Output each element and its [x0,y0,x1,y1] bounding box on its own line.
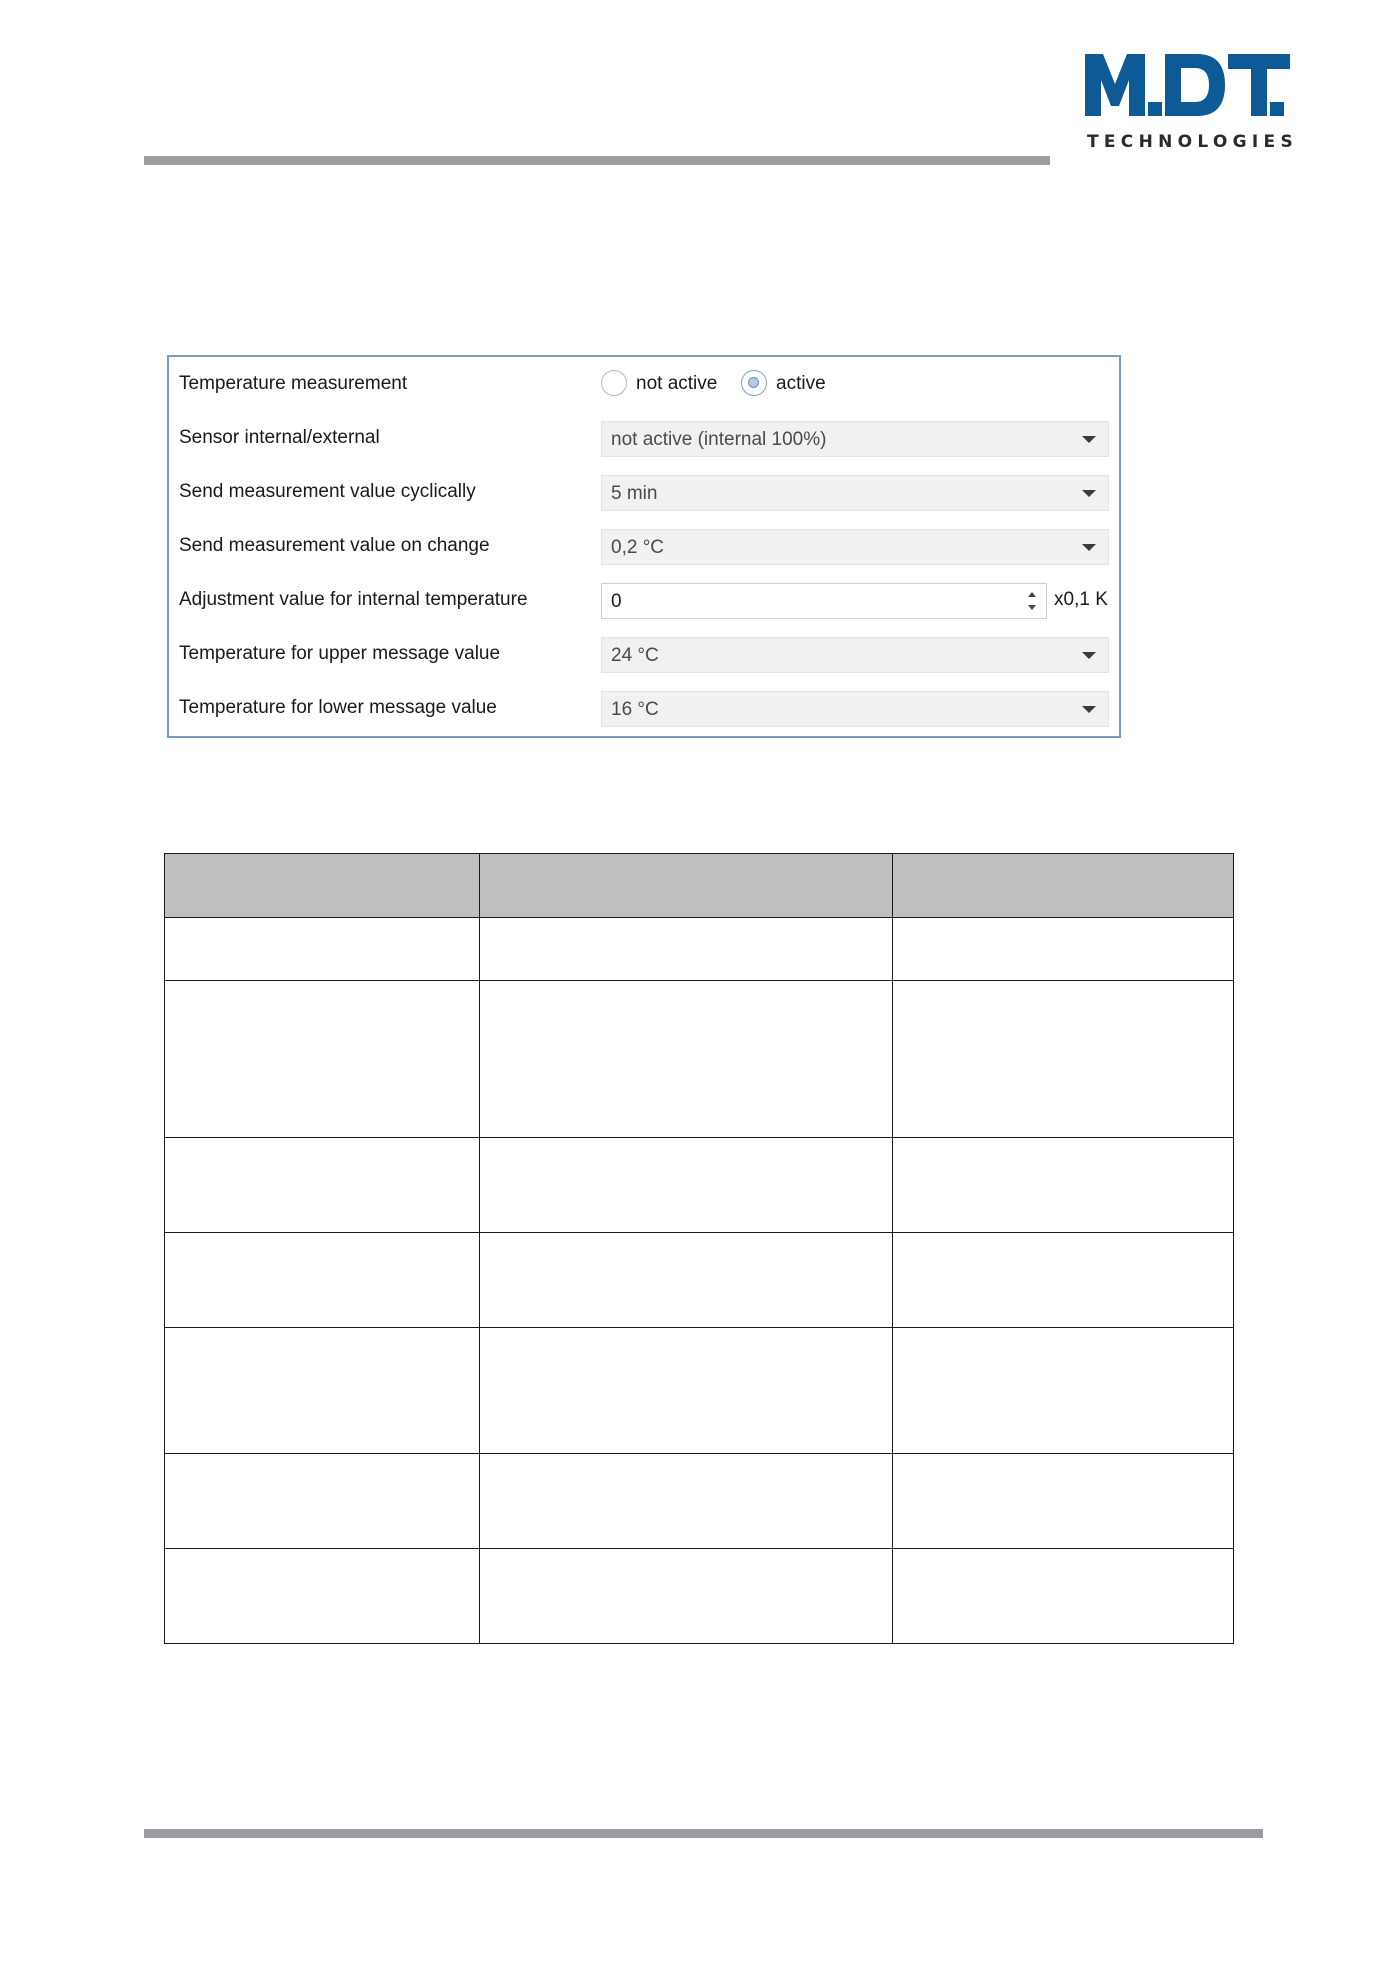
table-row [165,1233,1234,1328]
table-cell [165,1328,480,1454]
table-cell [893,981,1234,1138]
chevron-down-icon [1082,436,1096,443]
table-cell [893,1454,1234,1549]
row-lower-message-value [169,681,1119,735]
table-header-cell [893,854,1234,918]
chevron-down-icon [1082,544,1096,551]
spin-down-icon[interactable] [1028,605,1036,610]
table-row [165,1138,1234,1233]
spin-up-icon[interactable] [1028,592,1036,597]
label-upper-message-value: Temperature for upper message value [179,643,501,664]
table-cell [893,1138,1234,1233]
table-cell [480,918,893,981]
row-upper-message-value [169,627,1119,681]
table-cell [165,1233,480,1328]
table-cell [165,1454,480,1549]
table-row [165,918,1234,981]
radio-active[interactable] [741,370,767,396]
dropdown-value: 0,2 °C [611,537,665,558]
table-header-cell [165,854,480,918]
row-temperature-measurement [169,357,1119,411]
table-cell [893,1549,1234,1644]
header-rule [144,156,1050,165]
temperature-settings-panel [167,355,1121,738]
footer-rule [144,1829,1263,1838]
table-header-cell [480,854,893,918]
table-cell [480,1454,893,1549]
table-row [165,981,1234,1138]
label-temperature-measurement: Temperature measurement [179,373,408,394]
adjustment-unit: x0,1 K [1054,589,1108,610]
table-cell [165,918,480,981]
table-cell [480,981,893,1138]
radio-active-label[interactable]: active [776,373,826,394]
label-sensor-internal-external: Sensor internal/external [179,427,380,448]
label-lower-message-value: Temperature for lower message value [179,697,497,718]
radio-not-active-label[interactable]: not active [636,373,718,394]
row-sensor-internal-external [169,411,1119,465]
chevron-down-icon [1082,490,1096,497]
sensor-internal-external-dropdown[interactable] [601,421,1109,457]
send-cyclically-dropdown[interactable] [601,475,1109,511]
table-cell [480,1138,893,1233]
table-cell [165,1549,480,1644]
table-header-row [165,854,1234,918]
row-adjustment-value [169,573,1119,627]
label-adjustment-value: Adjustment value for internal temperature [179,589,528,610]
dropdown-value: 24 °C [611,645,659,666]
table-cell [165,981,480,1138]
mdt-logo-mark [1085,50,1290,122]
label-send-cyclically: Send measurement value cyclically [179,481,476,502]
dropdown-value: not active (internal 100%) [611,429,827,450]
lower-message-value-dropdown[interactable] [601,691,1109,727]
chevron-down-icon [1082,706,1096,713]
label-send-on-change: Send measurement value on change [179,535,490,556]
table-row [165,1454,1234,1549]
table-cell [480,1549,893,1644]
parameter-table [164,853,1234,1644]
logo-tagline: TECHNOLOGIES [1087,132,1299,152]
table-cell [893,1328,1234,1454]
dropdown-value: 5 min [611,483,658,504]
row-send-cyclically [169,465,1119,519]
table-row [165,1549,1234,1644]
table-row [165,1328,1234,1454]
row-send-on-change [169,519,1119,573]
upper-message-value-dropdown[interactable] [601,637,1109,673]
mdt-logo [1085,50,1299,160]
table-cell [165,1138,480,1233]
adjustment-value-spinner[interactable] [601,583,1047,619]
spinner-value: 0 [611,591,622,612]
table-cell [480,1328,893,1454]
chevron-down-icon [1082,652,1096,659]
table-cell [893,918,1234,981]
send-on-change-dropdown[interactable] [601,529,1109,565]
spinner-arrows [1020,584,1046,618]
dropdown-value: 16 °C [611,699,659,720]
table-cell [480,1233,893,1328]
radio-not-active[interactable] [601,370,627,396]
table-cell [893,1233,1234,1328]
